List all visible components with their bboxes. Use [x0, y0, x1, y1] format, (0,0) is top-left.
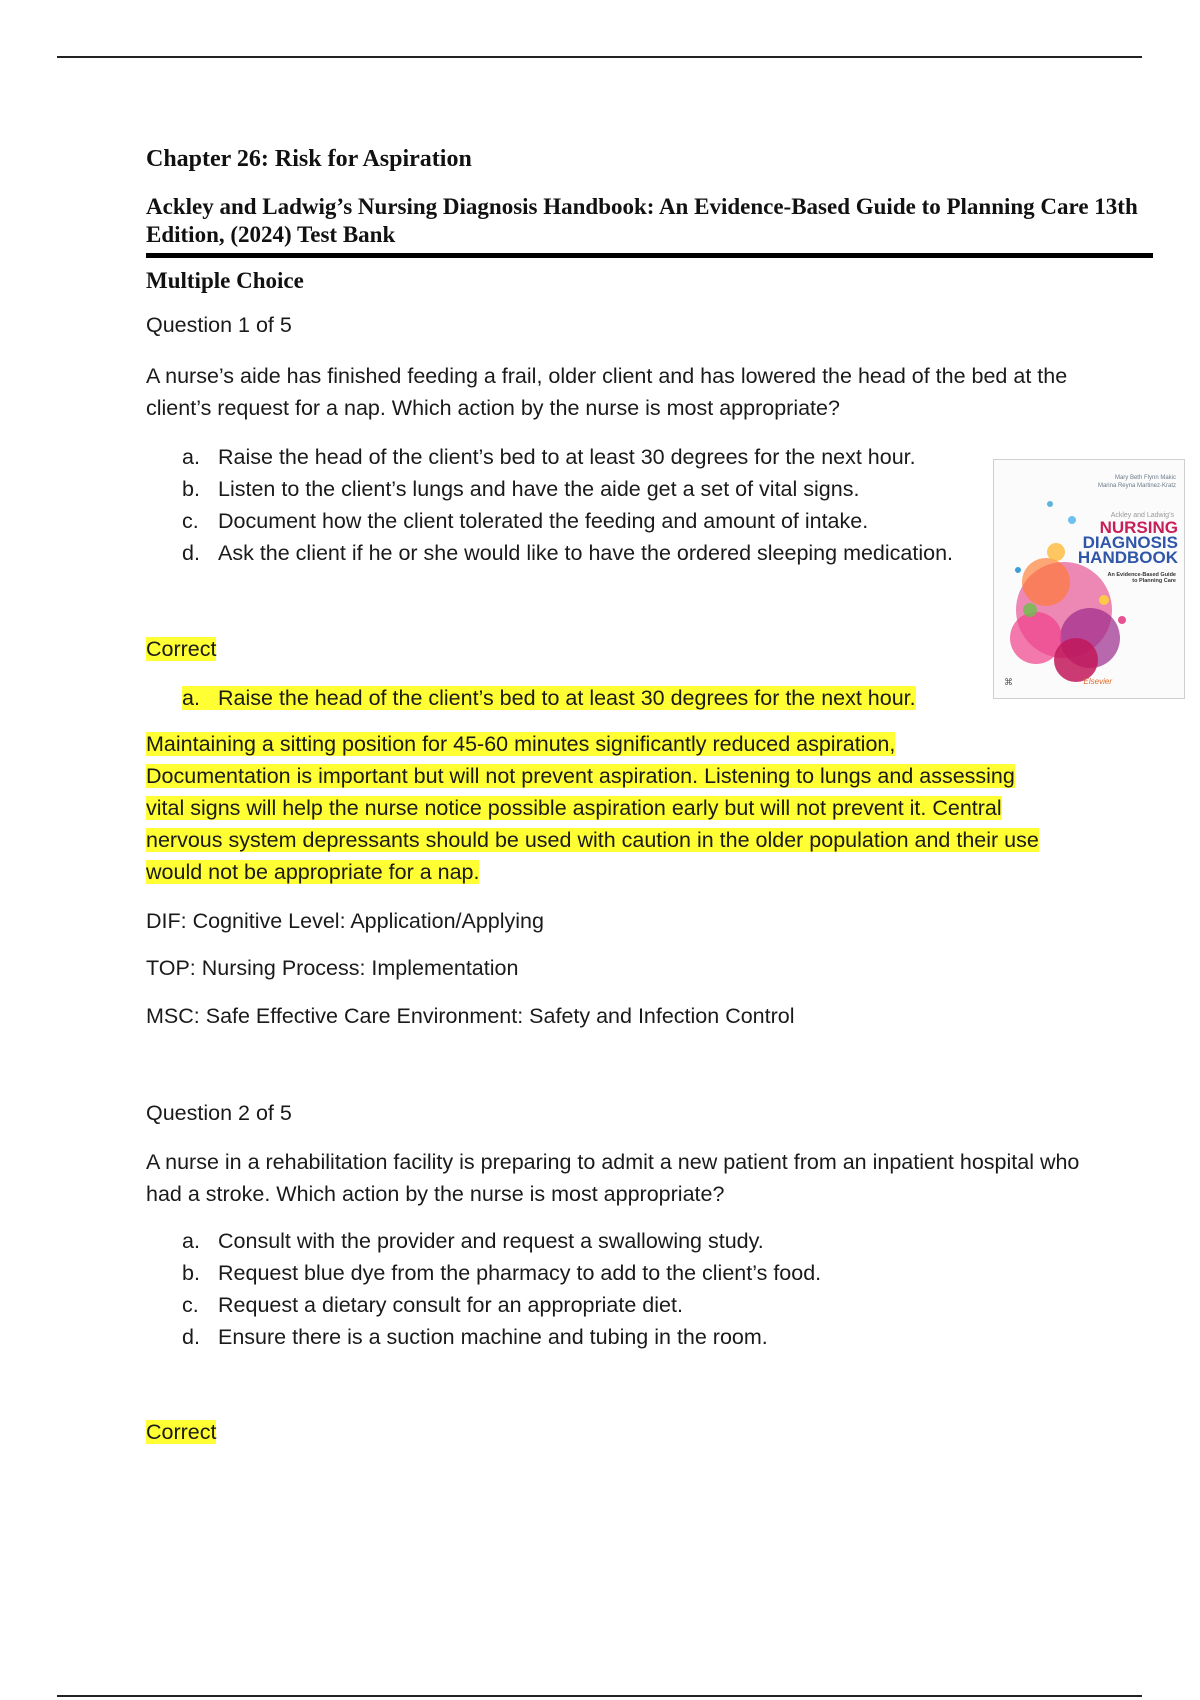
option-a: a. Consult with the provider and request a swallowing study.	[182, 1229, 764, 1253]
option-a: a. Raise the head of the client’s bed to at least 30 degrees for the next hour.	[182, 445, 916, 469]
book-title: Ackley and Ladwig’s Nursing Diagnosis Handbook: An Evidence-Based Guide to Planning Care 13th Edition, (2024) Test Bank	[146, 194, 1138, 247]
section-heading: Multiple Choice	[146, 268, 304, 293]
book-cover-image	[993, 459, 1185, 699]
question-1-number: Question 1 of 5	[146, 313, 292, 337]
option-c: c. Document how the client tolerated the feeding and amount of intake.	[182, 509, 869, 533]
question-2-number: Question 2 of 5	[146, 1101, 292, 1125]
question-2-correct-label: Correct	[146, 1420, 217, 1444]
top-rule	[57, 56, 1142, 58]
option-d: d. Ensure there is a suction machine and tubing in the room.	[182, 1325, 768, 1349]
question-1-stem: A nurse’s aide has finished feeding a frail, older client and has lowered the head of the bed at the client’s request for a nap. Which action by the nurse is most appropriate?	[146, 364, 1068, 420]
cover-subtitle: An Evidence-Based Guide to Planning Care	[1107, 572, 1176, 584]
cover-authors: Mary Beth Flynn Makic Marina Reyna Martinez-Kratz	[1097, 475, 1176, 489]
option-d: d. Ask the client if he or she would like to have the ordered sleeping medication.	[182, 541, 954, 565]
question-1-answer: a. Raise the head of the client’s bed to at least 30 degrees for the next hour.	[182, 686, 916, 710]
option-c: c. Request a dietary consult for an appropriate diet.	[182, 1293, 683, 1317]
question-1-msc: MSC: Safe Effective Care Environment: Safety and Infection Control	[146, 1004, 795, 1028]
question-2-options	[182, 1225, 821, 1353]
question-1-correct-label: Correct	[146, 637, 217, 661]
elsevier-tree-logo: ⌘	[1004, 677, 1013, 687]
bottom-rule	[57, 1695, 1142, 1697]
question-1-rationale: Maintaining a sitting position for 45-60 minutes significantly reduced aspiration, Documentation is important but will not prevent aspiration. Listening to lungs and assessing vital signs will help the nurse notice possible aspiration early but will not prevent it. Central nervous system depressants should be used with caution in the older population and their use would not be appropriate for a nap.	[146, 732, 1039, 884]
chapter-title: Chapter 26: Risk for Aspiration	[146, 146, 472, 172]
question-1-top: TOP: Nursing Process: Implementation	[146, 956, 519, 980]
cover-title: NURSING DIAGNOSIS HANDBOOK	[1077, 518, 1178, 567]
cover-publisher: Elsevier	[1083, 677, 1112, 686]
option-b: b. Listen to the client’s lungs and have the aide get a set of vital signs.	[182, 477, 860, 501]
question-1-dif: DIF: Cognitive Level: Application/Applying	[146, 909, 544, 933]
option-b: b. Request blue dye from the pharmacy to add to the client’s food.	[182, 1261, 822, 1285]
question-1-options	[182, 441, 953, 569]
question-2-stem: A nurse in a rehabilitation facility is preparing to admit a new patient from an inpatient hospital who had a stroke. Which action by the nurse is most appropriate?	[146, 1150, 1080, 1206]
title-divider	[146, 253, 1153, 258]
cover-series: Ackley and Ladwig’s	[1110, 512, 1174, 519]
